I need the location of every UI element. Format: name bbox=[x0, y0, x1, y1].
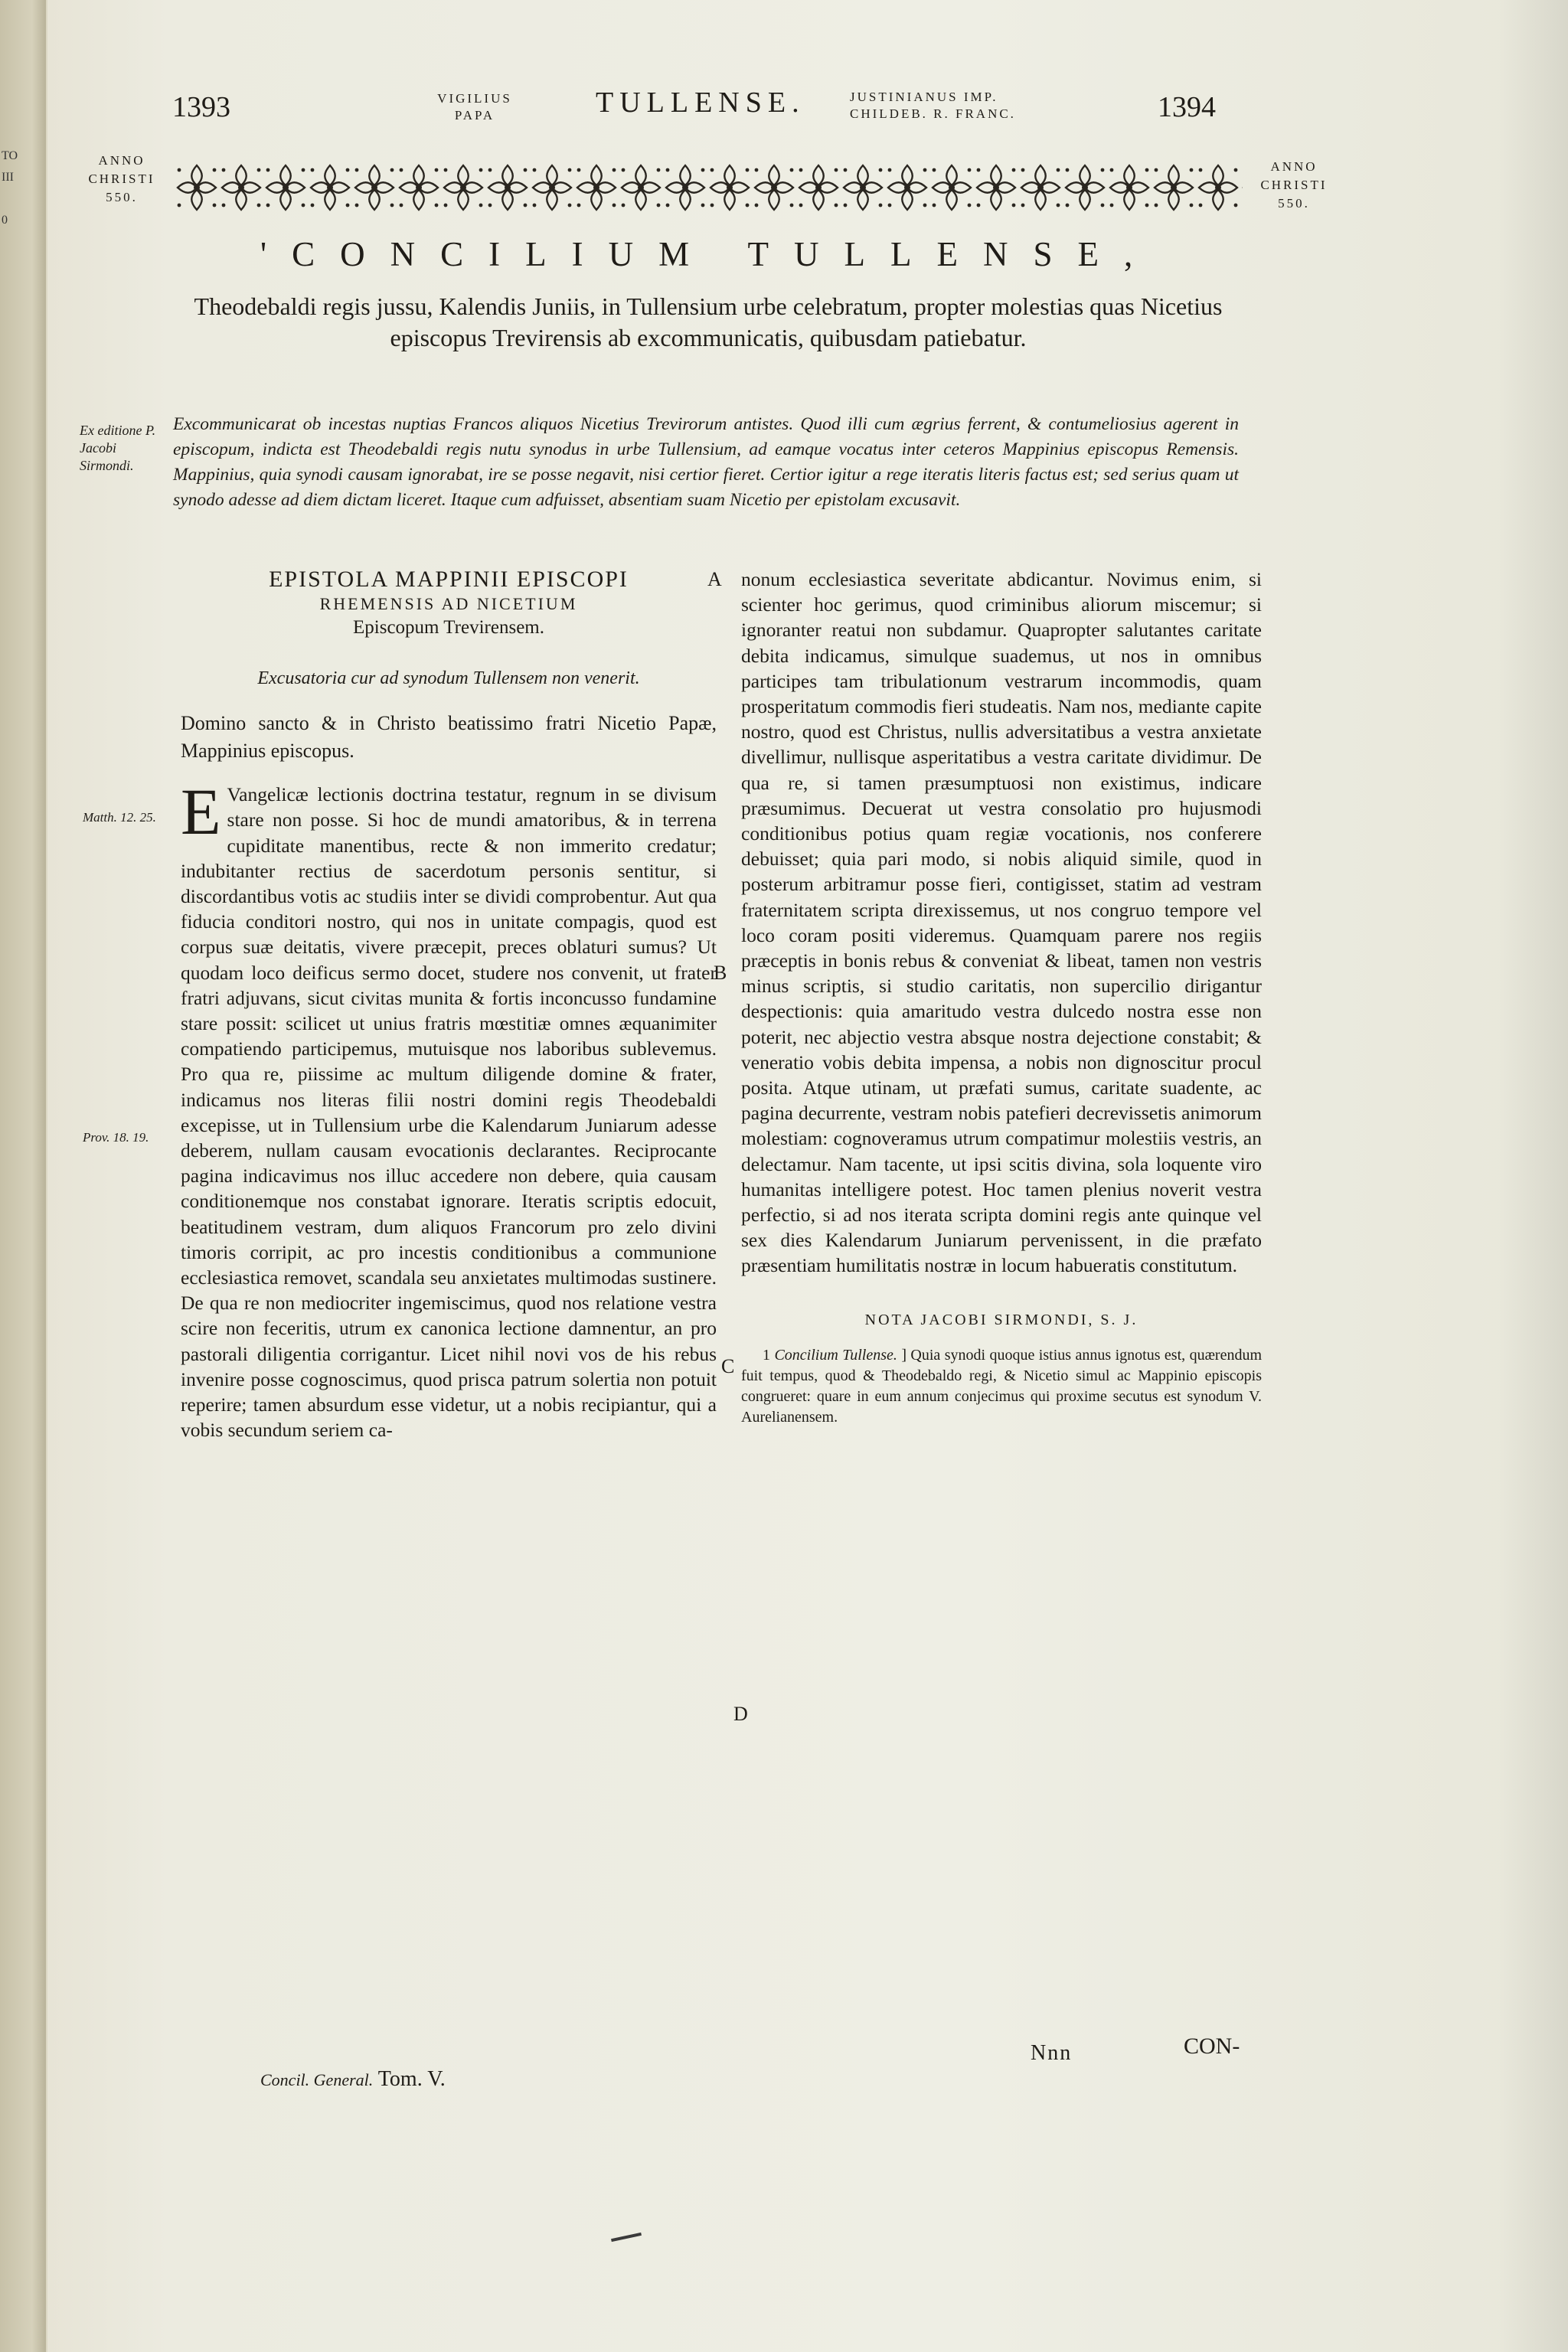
introduction-paragraph: Excommunicarat ob incestas nuptias Francos aliquos Nicetius Trevirorum antistes. Quod illi cum ægrius ferrent, & contumeliosius agerent in episcopum, indicta est Theodebaldi regis nutu synodus in urbe Tullensium, ad eamque vocatus inter ceteros Mappinius episcopus Remensis. Mappinius, quia synodi causam ignorabat, ire se posse negavit, nisi certior fieret. Certior igitur a rege iteratis literis factus est; sed serius quam ut synodo adesse ad diem dictam liceret. Itaque cum adfuisset, absentiam suam Nicetio per epistolam excusavit. bbox=[173, 414, 1239, 510]
ornament-band-icon bbox=[175, 162, 1243, 213]
section-letter-d: D bbox=[733, 1703, 748, 1725]
volume-number: Tom. V. bbox=[377, 2067, 446, 2091]
body-text-right: nonum ecclesiastica severitate abdicantur. Novimus enim, si scienter hoc gerimus, quod criminibus aliorum miscemur; si ignoranter reatui non subdamur. Quapropter salutantes caritate debita indicamus, simulque suademus, ut nos in omnibus participes tam tribulationum vestrarum incommodis, quam prosperitatum commodis fieri studeatis. Nam nos, mediante capite nostro, quod est Christus, nullis adversitatibus a vestra anxietate divellimur, nullisque asperitatibus a vestra caritate dividimur. De qua re, si tamen præsumptuosi non existimus, indicare præsumimus. Decuerat ut vestra consolatio pro hujusmodi conditionibus potius quam regiæ vocationis, nos conferere debuisset; quia pari modo, si nobis aliquid simile, quod in posterum arbitramur posse fieri, contigisset, statim ad vestram fraternitatem scripta direxissemus, ut nos congruo tempore vel loco coram positi videremus. Quamquam parere nos regiis præceptis in bonis rebus & conveniat & libeat, tamen non vestris minus scriptis, si studio caritatis, non supercilio dirigantur despectionis: quia amaritudo vestra dulcedo nostra esse non poterit, nec abjectio vestra absque nostra dejectione constabit; & veneratio vobis debita impensa, a nobis non dignoscitur procul posita. Atque utinam, ut præfati sumus, caritate suadente, ac pagina decurrente, vestram nobis patefieri decrevissetis animorum molestiam: cognoveramus utrum compatimur molestiis vestris, an delectamur. Nam tacente, ut ipsi scitis divina, sola loquente viro humanitas intelligere potest. Hoc tamen plenius noverit vestra perfectio, si ad nos iterata scripta domini regis ante quinque vel sex dies Kalendarum Juniarum pervenissent, in die præfato præsentiam humilitatis nostræ in locum habueratis constitutum. bbox=[741, 568, 1262, 1277]
nota-heading: NOTA JACOBI SIRMONDI, S. J. bbox=[864, 1311, 1138, 1328]
anno-christi-right: ANNO CHRISTI 550. bbox=[1260, 159, 1328, 211]
header-emperor: JUSTINIANUS IMP. CHILDEB. R. FRANC. bbox=[850, 90, 1016, 121]
council-title: 'CONCILIUM TULLENSE, bbox=[260, 235, 1158, 273]
previous-page-strip bbox=[0, 0, 46, 2352]
epistola-subheading: RHEMENSIS AD NICETIUM bbox=[319, 594, 578, 613]
left-column bbox=[181, 567, 717, 1442]
signature-mark: Nnn bbox=[1031, 2041, 1073, 2065]
header-pope: VIGILIUS PAPA bbox=[437, 91, 512, 122]
section-letter-a: A bbox=[707, 568, 722, 590]
section-letter-b: B bbox=[714, 962, 727, 984]
body-text-left: Vangelicæ lectionis doctrina testatur, regnum in se divisum stare non posse. Si hoc de mundi amatoribus, & in terrena cupiditate manentibus, recte & non immerito credatur; indubitanter rectius de sacerdotum personis sentitur, si discordantibus votis ac studiis inter se dividi comprobentur. Aut qua fiducia conditori nostro, qui nos in unitate compagis, quod est corpus suæ deitatis, vivere præcepit, preces oblaturi sumus? Ut quodam loco deificus sermo docet, studere nos convenit, ut frater fratri adjuvans, sicut civitas munita & fortis inconcusso fundamine stare possit: scilicet ut unius fratris mœstitiæ omnes æquanimiter compatiendo participemus, mutuisque nos laboribus sublevemus. Pro qua re, piissime ac multum diligende domine & frater, indicamus nos literas filii nostri domini regis Theodebaldi excepisse, ut in Tullensium urbe die Kalendarum Juniarum adesse deberem, nullam causam evocationis declarantes. Reciprocante pagina indicavimus nos illuc accedere non debere, quia causam conditionemque nos constabat ignorare. Iteratis scriptis edocuit, beatitudinem vestram, dum aliquos Francorum pro zelo divini timoris corripit, ac pro incestis conditionibus a communione ecclesiastica removet, scandala seu anxietates multimodas sustinere. De qua re non mediocriter ingemiscimus, quod nos relatione vestra scire non feceritis, utrum ex canonica lectione damnentur, an pro pastorali diligentia corrigantur. Licet nihil novi vos de his rebus invenire posse cognoscimus, quod prisca patrum solertia non potuit reperire; tamen absurdum esse videtur, ut a nobis recipiantur, qui a vobis secundum seriem ca- bbox=[181, 783, 717, 1442]
section-letter-c: C bbox=[721, 1355, 735, 1377]
epistola-recipient: Episcopum Trevirensem. bbox=[353, 617, 544, 638]
anno-christi-left: ANNO CHRISTI 550. bbox=[88, 153, 155, 204]
catchword: CON- bbox=[1184, 2034, 1240, 2059]
nota-body bbox=[741, 1345, 1262, 1428]
council-subtitle: Theodebaldi regis jussu, Kalendis Juniis, in Tullensium urbe celebratum, propter molestias quas Nicetius episcopus Trevirensis ab excommunicatis, quibusdam patiebatur. bbox=[194, 292, 1223, 351]
nota-lemma: Concilium Tullense. bbox=[774, 1346, 897, 1364]
epistola-heading: EPISTOLA MAPPINII EPISCOPI bbox=[269, 567, 629, 592]
margin-note-matthew: Matth. 12. 25. bbox=[83, 810, 156, 825]
nota-number: 1 bbox=[763, 1346, 770, 1364]
previous-page-margin: TO III 0 bbox=[2, 149, 18, 227]
running-title: TULLENSE. bbox=[596, 87, 805, 119]
column-number-right: 1394 bbox=[1158, 91, 1216, 123]
epistola-body-left bbox=[181, 775, 717, 1442]
column-number-left: 1393 bbox=[172, 91, 230, 123]
margin-note-proverbs: Prov. 18. 19. bbox=[83, 1130, 149, 1145]
nota-text: ] Quia synodi quoque istius annus ignotus est, quærendum fuit tempus, quod & Theodebaldo regi, & Nicetio simul ac Mappinio episcopis congrueret: quare in eum annum conjecimus qui proxime secutus est synodum V. Aurelianensem. bbox=[741, 1346, 1262, 1426]
epistola-salutation: Domino sancto & in Christo beatissimo fratri Nicetio Papæ, Mappinius episcopus. bbox=[181, 712, 717, 763]
volume-line bbox=[260, 2067, 446, 2092]
edition-margin-note: Ex editione P. Jacobi Sirmondi. bbox=[80, 423, 156, 473]
page-edge-shadow bbox=[1499, 0, 1568, 2352]
right-column bbox=[741, 567, 1262, 1428]
epistola-summary: Excusatoria cur ad synodum Tullensem non venerit. bbox=[257, 668, 640, 688]
drop-cap: E bbox=[181, 775, 221, 849]
volume-series: Concil. General. bbox=[260, 2070, 374, 2089]
